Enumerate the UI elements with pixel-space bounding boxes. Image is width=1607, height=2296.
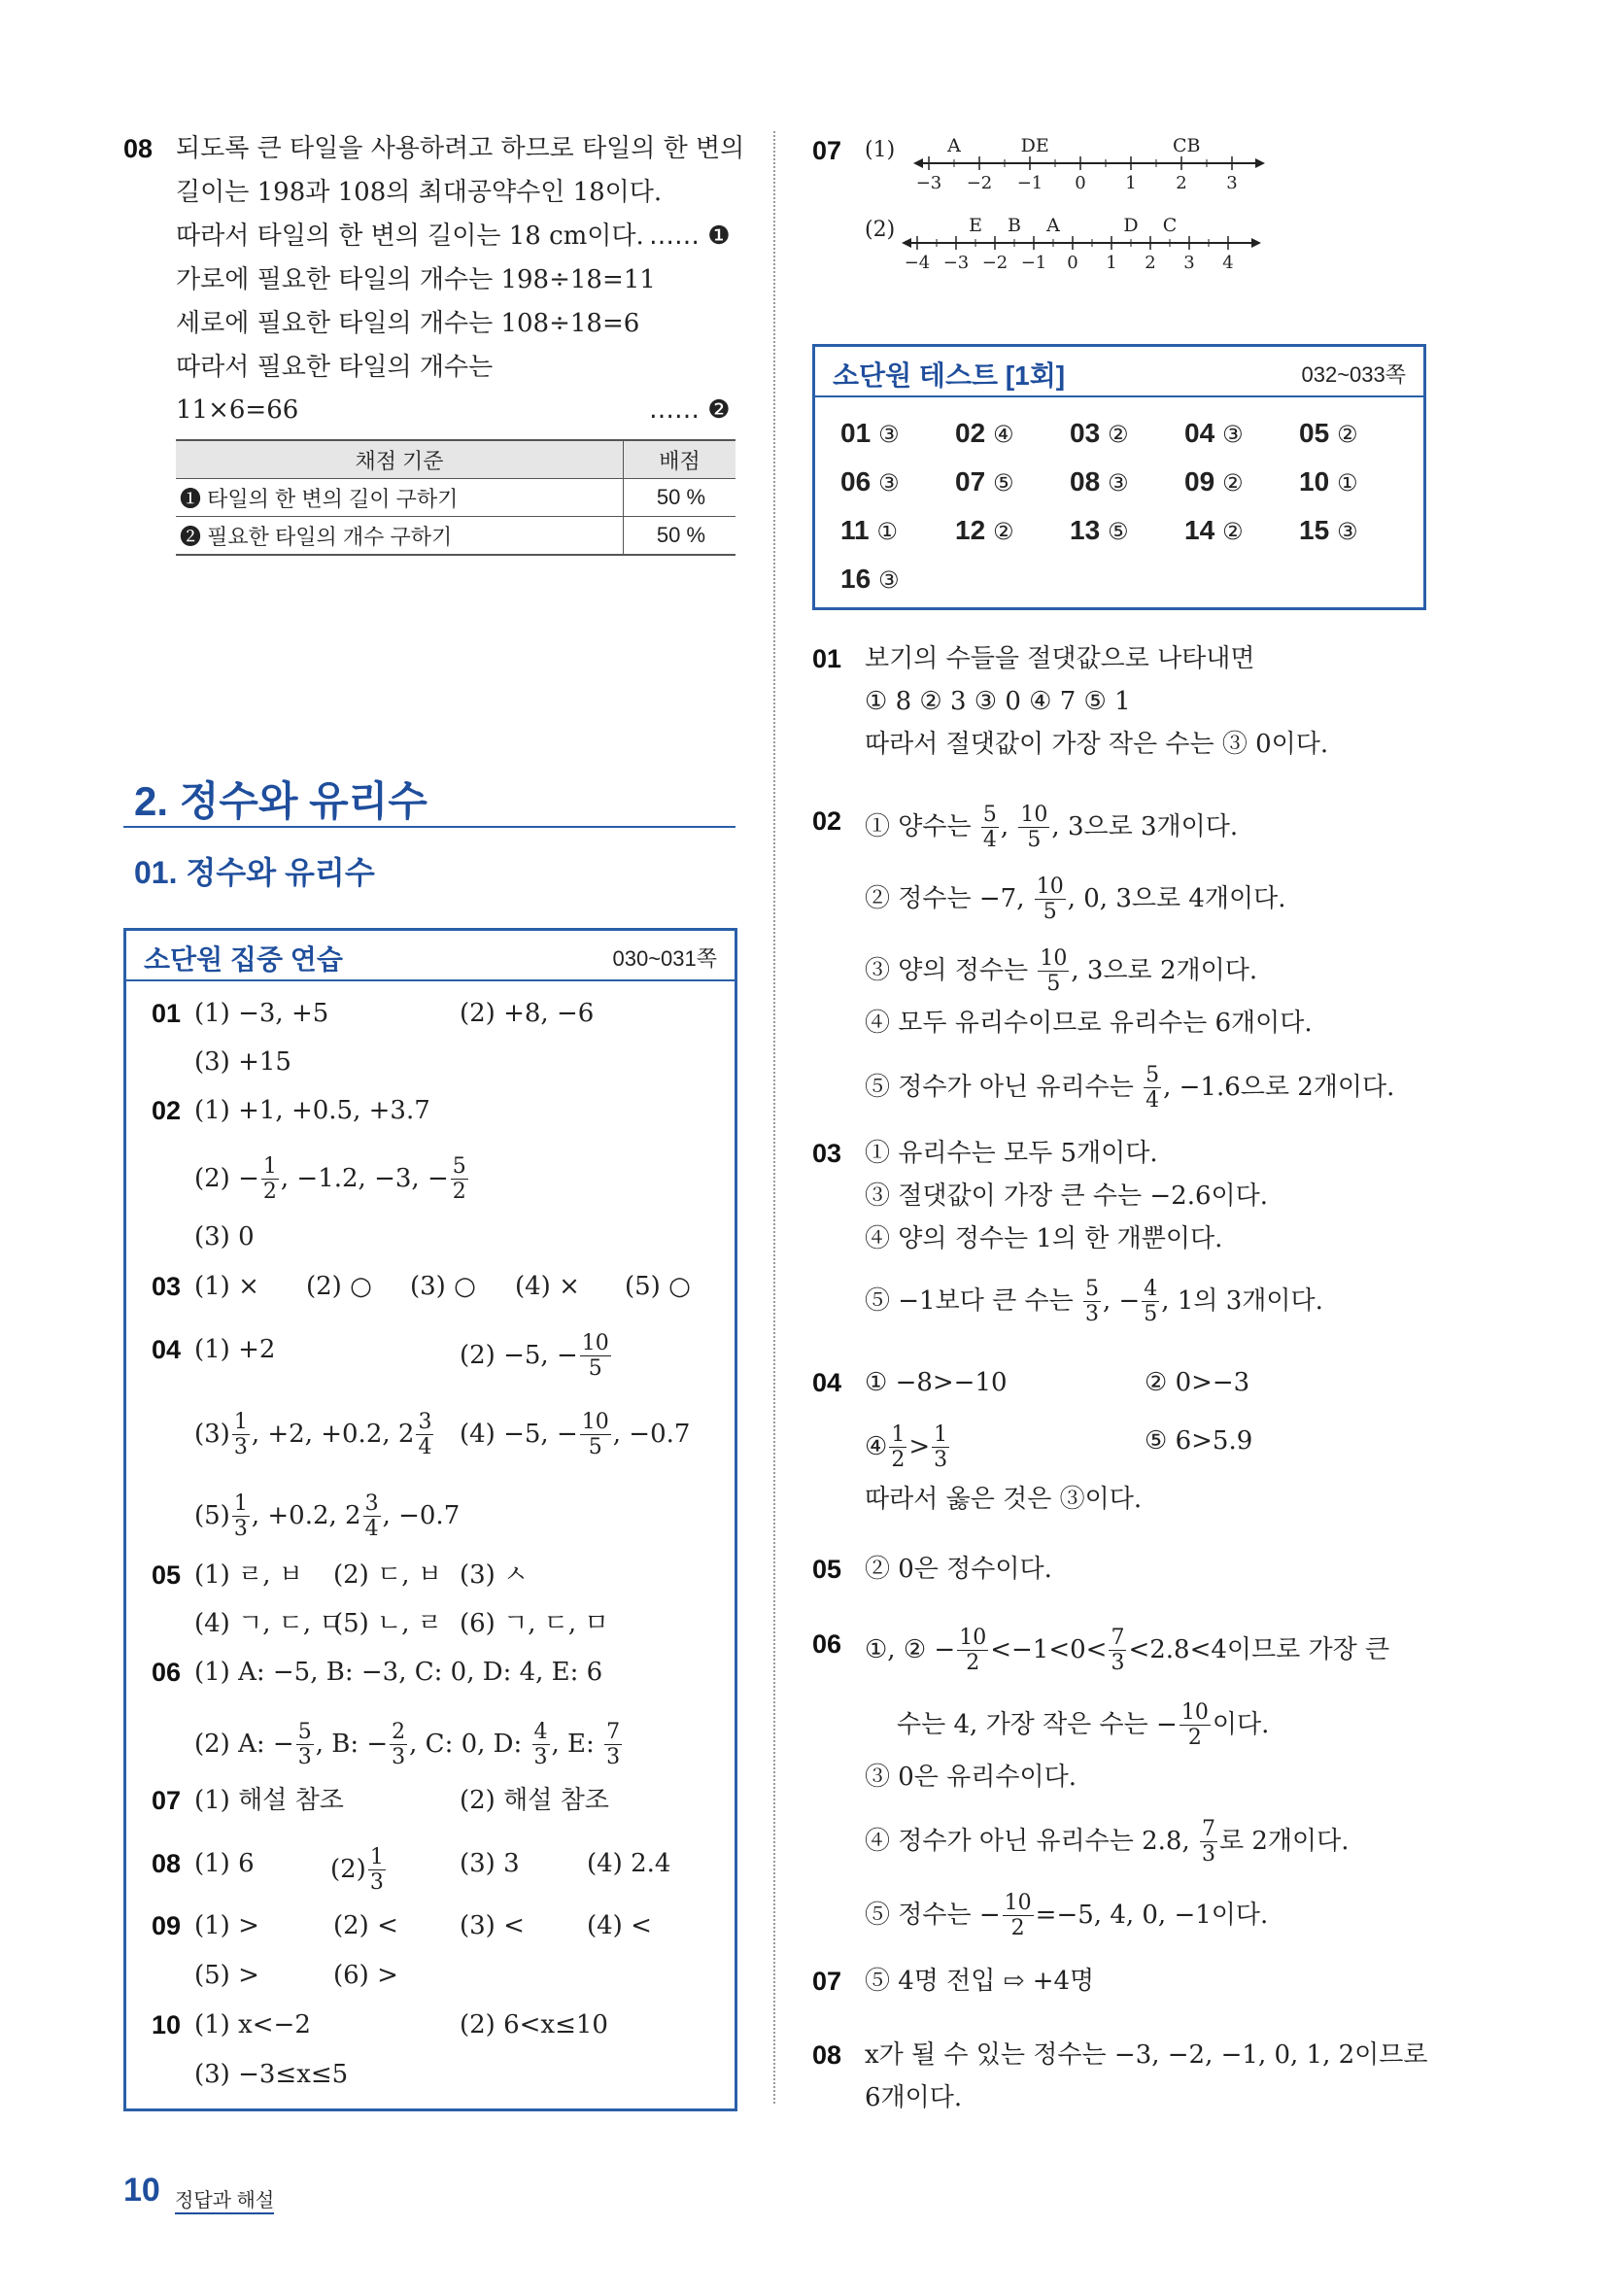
question-number: 08 bbox=[812, 2040, 842, 2070]
answer-line: (2) 6<x≤10 bbox=[460, 2010, 608, 2039]
question-number: 05 bbox=[152, 1560, 182, 1590]
fraction: $\frac{3}{4}$ bbox=[418, 1410, 432, 1459]
test-answer-choice: ③ bbox=[1221, 421, 1244, 448]
test-answer bbox=[840, 466, 899, 497]
answer-line: (1) x<−2 bbox=[194, 2010, 311, 2039]
text: ⑤ 정수가 아닌 유리수는 bbox=[865, 1073, 1143, 1102]
arrow-right-icon bbox=[1251, 238, 1261, 248]
test-answer-choice: ⑤ bbox=[1107, 518, 1129, 545]
fraction: $\frac{10}{5}$ bbox=[581, 1331, 609, 1381]
test-answer bbox=[1184, 418, 1243, 449]
text: , 1의 3개이다. bbox=[1161, 1286, 1323, 1316]
answer-text: , −0.7 bbox=[612, 1420, 691, 1449]
table-row bbox=[176, 517, 735, 556]
text: ⑤ −1보다 큰 수는 bbox=[865, 1286, 1081, 1316]
answer-line: (3) −3≤x≤5 bbox=[194, 2060, 349, 2089]
number-line-point-label: D bbox=[1123, 215, 1139, 236]
text: 수는 4, 가장 작은 수는 − bbox=[897, 1710, 1178, 1739]
arrow-left-icon bbox=[902, 238, 911, 248]
test-answer bbox=[955, 418, 1013, 449]
test-answer-choice: ② bbox=[992, 518, 1014, 545]
test-answer-choice: ① bbox=[1336, 469, 1358, 497]
text-line bbox=[865, 948, 1257, 995]
test-answer bbox=[1070, 515, 1128, 546]
column-divider bbox=[773, 131, 775, 2104]
answer-text: (2) bbox=[330, 1855, 366, 1884]
answer-item: (6) ㄱ, ㄷ, ㅁ bbox=[460, 1609, 609, 1638]
answer-line: (3) 0 bbox=[194, 1222, 255, 1251]
number-line-tick-label: −4 bbox=[904, 253, 931, 273]
text-line bbox=[865, 805, 1238, 851]
subsection-title: 01. 정수와 유리수 bbox=[134, 855, 375, 890]
text: , − bbox=[1102, 1286, 1141, 1316]
answer-line: (1) A: −5, B: −3, C: 0, D: 4, E: 6 bbox=[194, 1658, 603, 1687]
text-line: ④ 모두 유리수이므로 유리수는 6개이다. bbox=[865, 1009, 1313, 1038]
number-line-1 bbox=[894, 128, 1282, 196]
text: ② 정수는 −7, bbox=[865, 884, 1033, 913]
text-line: ③ 0은 유리수이다. bbox=[865, 1763, 1077, 1792]
test-answer-choice: ② bbox=[1336, 421, 1358, 448]
fraction: $\frac{1}{3}$ bbox=[233, 1410, 248, 1459]
test-answer-number: 16 bbox=[840, 564, 878, 594]
fraction: $\frac{10}{5}$ bbox=[1020, 803, 1048, 852]
answer-item bbox=[330, 1847, 388, 1894]
text-line bbox=[865, 876, 1286, 923]
test-answer-choice: ② bbox=[1221, 518, 1244, 545]
fraction: $\frac{10}{2}$ bbox=[1180, 1700, 1209, 1750]
number-line-tick-label: 3 bbox=[1183, 253, 1195, 273]
number-line-tick-label: 3 bbox=[1226, 173, 1238, 193]
text: <2.8<4이므로 가장 큰 bbox=[1128, 1635, 1390, 1664]
test-answer-number: 12 bbox=[955, 515, 993, 545]
answer-item: (1) 6 bbox=[194, 1849, 255, 1878]
test-answer-number: 07 bbox=[955, 466, 993, 497]
number-line-2 bbox=[894, 208, 1282, 276]
answer-text: , +2, +0.2, 2 bbox=[251, 1420, 415, 1449]
test-answer-number: 09 bbox=[1184, 466, 1222, 497]
answer-line: (1) +1, +0.5, +3.7 bbox=[194, 1096, 430, 1125]
text: ③ 양의 정수는 bbox=[865, 956, 1037, 985]
text-line: ① 8 ② 3 ③ 0 ④ 7 ⑤ 1 bbox=[865, 687, 1131, 716]
grading-criterion: ❷ 필요한 타일의 개수 구하기 bbox=[176, 517, 624, 556]
answer-line: (3) +15 bbox=[194, 1047, 291, 1077]
answer-item: (3) < bbox=[460, 1911, 525, 1940]
answer-item: (2) ㄷ, ㅂ bbox=[333, 1560, 442, 1590]
text-line: 되도록 큰 타일을 사용하려고 하므로 타일의 한 변의 bbox=[176, 134, 745, 163]
test-answer-choice: ③ bbox=[1107, 469, 1129, 497]
text: 이다. bbox=[1212, 1710, 1270, 1739]
fraction: $\frac{1}{3}$ bbox=[233, 1491, 248, 1541]
answer-item: (4) 2.4 bbox=[587, 1849, 671, 1878]
text-line bbox=[865, 1279, 1323, 1325]
answer-item: (1) × bbox=[194, 1272, 259, 1301]
text: ④ 정수가 아닌 유리수는 2.8, bbox=[865, 1827, 1198, 1856]
test-answer bbox=[1299, 466, 1357, 497]
answer-line bbox=[194, 1412, 435, 1458]
test-answer bbox=[840, 564, 899, 595]
answer-text: , E: bbox=[551, 1730, 603, 1759]
test-answer bbox=[1184, 466, 1243, 497]
answer-text: (5) bbox=[194, 1501, 230, 1530]
step-marker: …… ❷ bbox=[649, 395, 731, 425]
table-row bbox=[176, 479, 735, 517]
answer-line: (1) +2 bbox=[194, 1335, 276, 1364]
text: ④ bbox=[865, 1432, 888, 1461]
grading-table bbox=[176, 439, 735, 556]
test-answer bbox=[1299, 418, 1357, 449]
answer-item: (1) ㄹ, ㅂ bbox=[194, 1560, 303, 1590]
fraction: $\frac{1}{3}$ bbox=[369, 1845, 384, 1895]
question-number: 04 bbox=[152, 1335, 182, 1364]
question-number: 01 bbox=[812, 644, 842, 673]
number-line-point-label: B bbox=[1008, 215, 1021, 236]
test-answer bbox=[955, 466, 1013, 497]
fraction: $\frac{7}{3}$ bbox=[606, 1720, 621, 1769]
number-line-tick-label: 0 bbox=[1075, 173, 1086, 193]
text-line: 길이는 198과 108의 최대공약수인 18이다. bbox=[176, 178, 663, 207]
practice-box-pages: 030~031쪽 bbox=[612, 946, 717, 971]
fraction: $\frac{10}{5}$ bbox=[1036, 874, 1064, 924]
text-line: 6개이다. bbox=[865, 2083, 963, 2112]
text-line bbox=[897, 1702, 1269, 1749]
answer-line bbox=[460, 1333, 613, 1380]
test-answer bbox=[840, 515, 898, 546]
number-line-tick-label: −2 bbox=[966, 173, 993, 193]
number-line-tick-label: −1 bbox=[1020, 253, 1047, 273]
text-line: 11×6=66 bbox=[176, 395, 299, 425]
test-answer bbox=[1299, 515, 1357, 546]
text-line: ① −8>−10 bbox=[865, 1368, 1008, 1397]
question-number: 07 bbox=[152, 1786, 182, 1815]
text-line: ⑤ 4명 전입 ⇨ +4명 bbox=[865, 1967, 1095, 1996]
number-line-tick-label: 2 bbox=[1145, 253, 1156, 273]
answer-text: , −1.2, −3, − bbox=[280, 1164, 449, 1193]
answer-text: , +0.2, 2 bbox=[251, 1501, 361, 1530]
text-line bbox=[865, 1819, 1350, 1866]
text-line bbox=[865, 1628, 1389, 1674]
answer-text: , −0.7 bbox=[382, 1501, 461, 1530]
text: , −1.6으로 2개이다. bbox=[1163, 1073, 1395, 1102]
question-number: 06 bbox=[152, 1658, 182, 1687]
number-line-point-label: C bbox=[1162, 215, 1178, 236]
grading-score: 50 % bbox=[624, 517, 736, 556]
text-line: 따라서 옳은 것은 ③이다. bbox=[865, 1485, 1143, 1514]
test-box-title: 소단원 테스트 [1회] bbox=[833, 360, 1066, 391]
fraction: $\frac{5}{3}$ bbox=[1084, 1277, 1099, 1326]
text: , bbox=[1000, 812, 1017, 841]
answer-line: (1) −3, +5 bbox=[194, 999, 329, 1028]
fraction: $\frac{10}{2}$ bbox=[959, 1626, 987, 1675]
number-line-tick-label: 1 bbox=[1125, 173, 1137, 193]
question-number: 02 bbox=[812, 806, 842, 836]
number-line-point-label: A bbox=[1046, 215, 1060, 236]
text-line: ⑤ 6>5.9 bbox=[1145, 1426, 1253, 1456]
number-line-point-label: CB bbox=[1172, 135, 1201, 156]
answer-line bbox=[194, 1493, 460, 1540]
text-line: x가 될 수 있는 정수는 −3, −2, −1, 0, 1, 2이므로 bbox=[865, 2040, 1428, 2070]
answer-text: , C: 0, D: bbox=[409, 1730, 530, 1759]
test-answer bbox=[1070, 418, 1128, 449]
footer-title: 정답과 해설 bbox=[175, 2184, 274, 2214]
text: > bbox=[908, 1432, 931, 1461]
question-number: 04 bbox=[812, 1368, 842, 1397]
question-number: 05 bbox=[812, 1555, 842, 1584]
text-line bbox=[865, 1424, 951, 1471]
number-line-tick-label: −3 bbox=[915, 173, 942, 193]
text-line bbox=[865, 1893, 1268, 1939]
text: ①, ② − bbox=[865, 1635, 956, 1664]
test-answer-number: 06 bbox=[840, 466, 878, 497]
grading-score: 50 % bbox=[624, 479, 736, 517]
text-line: ① 유리수는 모두 5개이다. bbox=[865, 1139, 1158, 1168]
answer-item: (3) 3 bbox=[460, 1849, 520, 1878]
answer-line bbox=[194, 1156, 470, 1203]
fraction: $\frac{3}{4}$ bbox=[364, 1491, 379, 1541]
answer-text: , B: − bbox=[315, 1730, 389, 1759]
test-answer-choice: ③ bbox=[877, 469, 900, 497]
fraction: $\frac{5}{2}$ bbox=[452, 1154, 466, 1204]
test-answer-number: 11 bbox=[840, 515, 877, 545]
test-answer-number: 10 bbox=[1299, 466, 1337, 497]
text: 로 2개이다. bbox=[1218, 1827, 1350, 1856]
answer-item: (5) ㄴ, ㄹ bbox=[333, 1609, 442, 1638]
fraction: $\frac{10}{5}$ bbox=[581, 1410, 609, 1459]
part-label: (1) bbox=[865, 138, 896, 162]
fraction: $\frac{10}{5}$ bbox=[1040, 946, 1068, 996]
question-number: 01 bbox=[152, 999, 182, 1028]
test-answer-choice: ⑤ bbox=[992, 469, 1014, 497]
answer-item: (5) ○ bbox=[625, 1272, 691, 1301]
text-line: 보기의 수들을 절댓값으로 나타내면 bbox=[865, 644, 1255, 673]
answer-item: (4) < bbox=[587, 1911, 652, 1940]
test-answer-choice: ③ bbox=[877, 566, 900, 594]
text-line: 따라서 타일의 한 변의 길이는 18 cm이다. bbox=[176, 222, 644, 251]
answer-item: (1) > bbox=[194, 1911, 259, 1940]
fraction: $\frac{7}{3}$ bbox=[1111, 1626, 1125, 1675]
answer-item: (2) < bbox=[333, 1911, 398, 1940]
number-line-tick-label: −3 bbox=[942, 253, 970, 273]
test-answer-choice: ② bbox=[1221, 469, 1244, 497]
text-line: ④ 양의 정수는 1의 한 개뿐이다. bbox=[865, 1224, 1223, 1253]
question-number: 07 bbox=[812, 136, 842, 165]
fraction: $\frac{7}{3}$ bbox=[1201, 1817, 1215, 1867]
test-answer bbox=[955, 515, 1013, 546]
text: =−5, 4, 0, −1이다. bbox=[1035, 1901, 1269, 1930]
question-number: 08 bbox=[152, 1849, 182, 1878]
answer-text: (3) bbox=[194, 1420, 230, 1449]
number-line-tick-label: 0 bbox=[1067, 253, 1078, 273]
test-box-pages: 032~033쪽 bbox=[1301, 362, 1406, 387]
test-answer-number: 14 bbox=[1184, 515, 1222, 545]
number-line-tick-label: 4 bbox=[1222, 253, 1234, 273]
answer-item: (4) ㄱ, ㄷ, ㅁ bbox=[194, 1609, 344, 1638]
question-number: 08 bbox=[123, 134, 154, 163]
question-number: 10 bbox=[152, 2010, 182, 2039]
text: , 3으로 3개이다. bbox=[1051, 812, 1239, 841]
text: ① 양수는 bbox=[865, 812, 979, 841]
fraction: $\frac{4}{3}$ bbox=[533, 1720, 548, 1769]
arrow-left-icon bbox=[913, 158, 923, 168]
grading-header: 채점 기준 bbox=[176, 440, 624, 479]
question-number: 07 bbox=[812, 1967, 842, 1996]
section-title: 2. 정수와 유리수 bbox=[134, 778, 427, 824]
fraction: $\frac{1}{3}$ bbox=[934, 1422, 948, 1472]
test-answer-choice: ③ bbox=[877, 421, 900, 448]
answer-line: (1) 해설 참조 bbox=[194, 1786, 344, 1815]
test-answer-choice: ④ bbox=[992, 421, 1014, 448]
test-answer bbox=[840, 418, 899, 449]
fraction: $\frac{5}{3}$ bbox=[297, 1720, 312, 1769]
text-line: 세로에 필요한 타일의 개수는 108÷18=6 bbox=[176, 309, 640, 338]
number-line-tick-label: −2 bbox=[981, 253, 1009, 273]
test-answer-number: 03 bbox=[1070, 418, 1108, 448]
test-answer-choice: ② bbox=[1107, 421, 1129, 448]
number-line-tick-label: −1 bbox=[1016, 173, 1043, 193]
text: , 0, 3으로 4개이다. bbox=[1067, 884, 1286, 913]
arrow-right-icon bbox=[1255, 158, 1265, 168]
text-line: 가로에 필요한 타일의 개수는 198÷18=11 bbox=[176, 265, 656, 294]
answer-item: (3) ○ bbox=[410, 1272, 476, 1301]
answer-item: (6) > bbox=[333, 1961, 398, 1990]
test-answer-number: 02 bbox=[955, 418, 993, 448]
question-number: 09 bbox=[152, 1911, 182, 1940]
test-answer bbox=[1184, 515, 1243, 546]
test-answer-choice: ① bbox=[876, 518, 898, 545]
test-answer bbox=[1070, 466, 1128, 497]
fraction: $\frac{10}{2}$ bbox=[1004, 1891, 1032, 1940]
answer-item: (3) ㅅ bbox=[460, 1560, 529, 1590]
fraction: $\frac{1}{2}$ bbox=[262, 1154, 277, 1204]
text-line: 따라서 절댓값이 가장 작은 수는 ③ 0이다. bbox=[865, 730, 1329, 759]
text-line: ③ 절댓값이 가장 큰 수는 −2.6이다. bbox=[865, 1182, 1268, 1211]
number-line-point-label: E bbox=[969, 215, 982, 236]
text-line: 따라서 필요한 타일의 개수는 bbox=[176, 353, 494, 382]
answer-text: (2) − bbox=[194, 1164, 259, 1193]
fraction: $\frac{5}{4}$ bbox=[1145, 1063, 1160, 1113]
answer-line bbox=[194, 1722, 624, 1768]
grading-criterion: ❶ 타일의 한 변의 길이 구하기 bbox=[176, 479, 624, 517]
text-line: ② 0은 정수이다. bbox=[865, 1555, 1052, 1584]
text-line: ② 0>−3 bbox=[1145, 1368, 1250, 1397]
test-answer-number: 15 bbox=[1299, 515, 1337, 545]
number-line-tick-label: 1 bbox=[1106, 253, 1117, 273]
answer-line bbox=[460, 1412, 690, 1458]
answer-text: (4) −5, − bbox=[460, 1420, 578, 1449]
test-answer-number: 01 bbox=[840, 418, 878, 448]
test-answer-number: 05 bbox=[1299, 418, 1337, 448]
question-number: 06 bbox=[812, 1629, 842, 1659]
answer-text: (2) −5, − bbox=[460, 1341, 578, 1370]
fraction: $\frac{2}{3}$ bbox=[392, 1720, 406, 1769]
question-number: 03 bbox=[152, 1272, 182, 1301]
grading-header: 배점 bbox=[624, 440, 736, 479]
text: <−1<0< bbox=[990, 1635, 1108, 1664]
practice-box-title: 소단원 집중 연습 bbox=[144, 944, 343, 975]
part-label: (2) bbox=[865, 218, 896, 242]
number-line-point-label: DE bbox=[1020, 135, 1049, 156]
test-answer-number: 04 bbox=[1184, 418, 1222, 448]
answer-item: (2) ○ bbox=[306, 1272, 372, 1301]
answer-line: (2) +8, −6 bbox=[460, 999, 595, 1028]
fraction: $\frac{4}{5}$ bbox=[1144, 1277, 1158, 1326]
question-number: 02 bbox=[152, 1096, 182, 1125]
test-answer-choice: ③ bbox=[1336, 518, 1358, 545]
number-line-tick-label: 2 bbox=[1176, 173, 1187, 193]
answer-line: (2) 해설 참조 bbox=[460, 1786, 609, 1815]
test-answer-number: 13 bbox=[1070, 515, 1108, 545]
fraction: $\frac{5}{4}$ bbox=[982, 803, 997, 852]
step-marker: …… ❶ bbox=[649, 222, 731, 251]
question-number: 03 bbox=[812, 1139, 842, 1168]
number-line-point-label: A bbox=[947, 135, 961, 156]
text: ⑤ 정수는 − bbox=[865, 1901, 1001, 1930]
page-number: 10 bbox=[123, 2172, 160, 2209]
answer-item: (4) × bbox=[515, 1272, 580, 1301]
answer-text: (2) A: − bbox=[194, 1730, 294, 1759]
test-answer-number: 08 bbox=[1070, 466, 1108, 497]
answer-item: (5) > bbox=[194, 1961, 259, 1990]
text-line bbox=[865, 1065, 1394, 1112]
section-rule bbox=[123, 826, 735, 828]
text: , 3으로 2개이다. bbox=[1071, 956, 1258, 985]
fraction: $\frac{1}{2}$ bbox=[891, 1422, 906, 1472]
